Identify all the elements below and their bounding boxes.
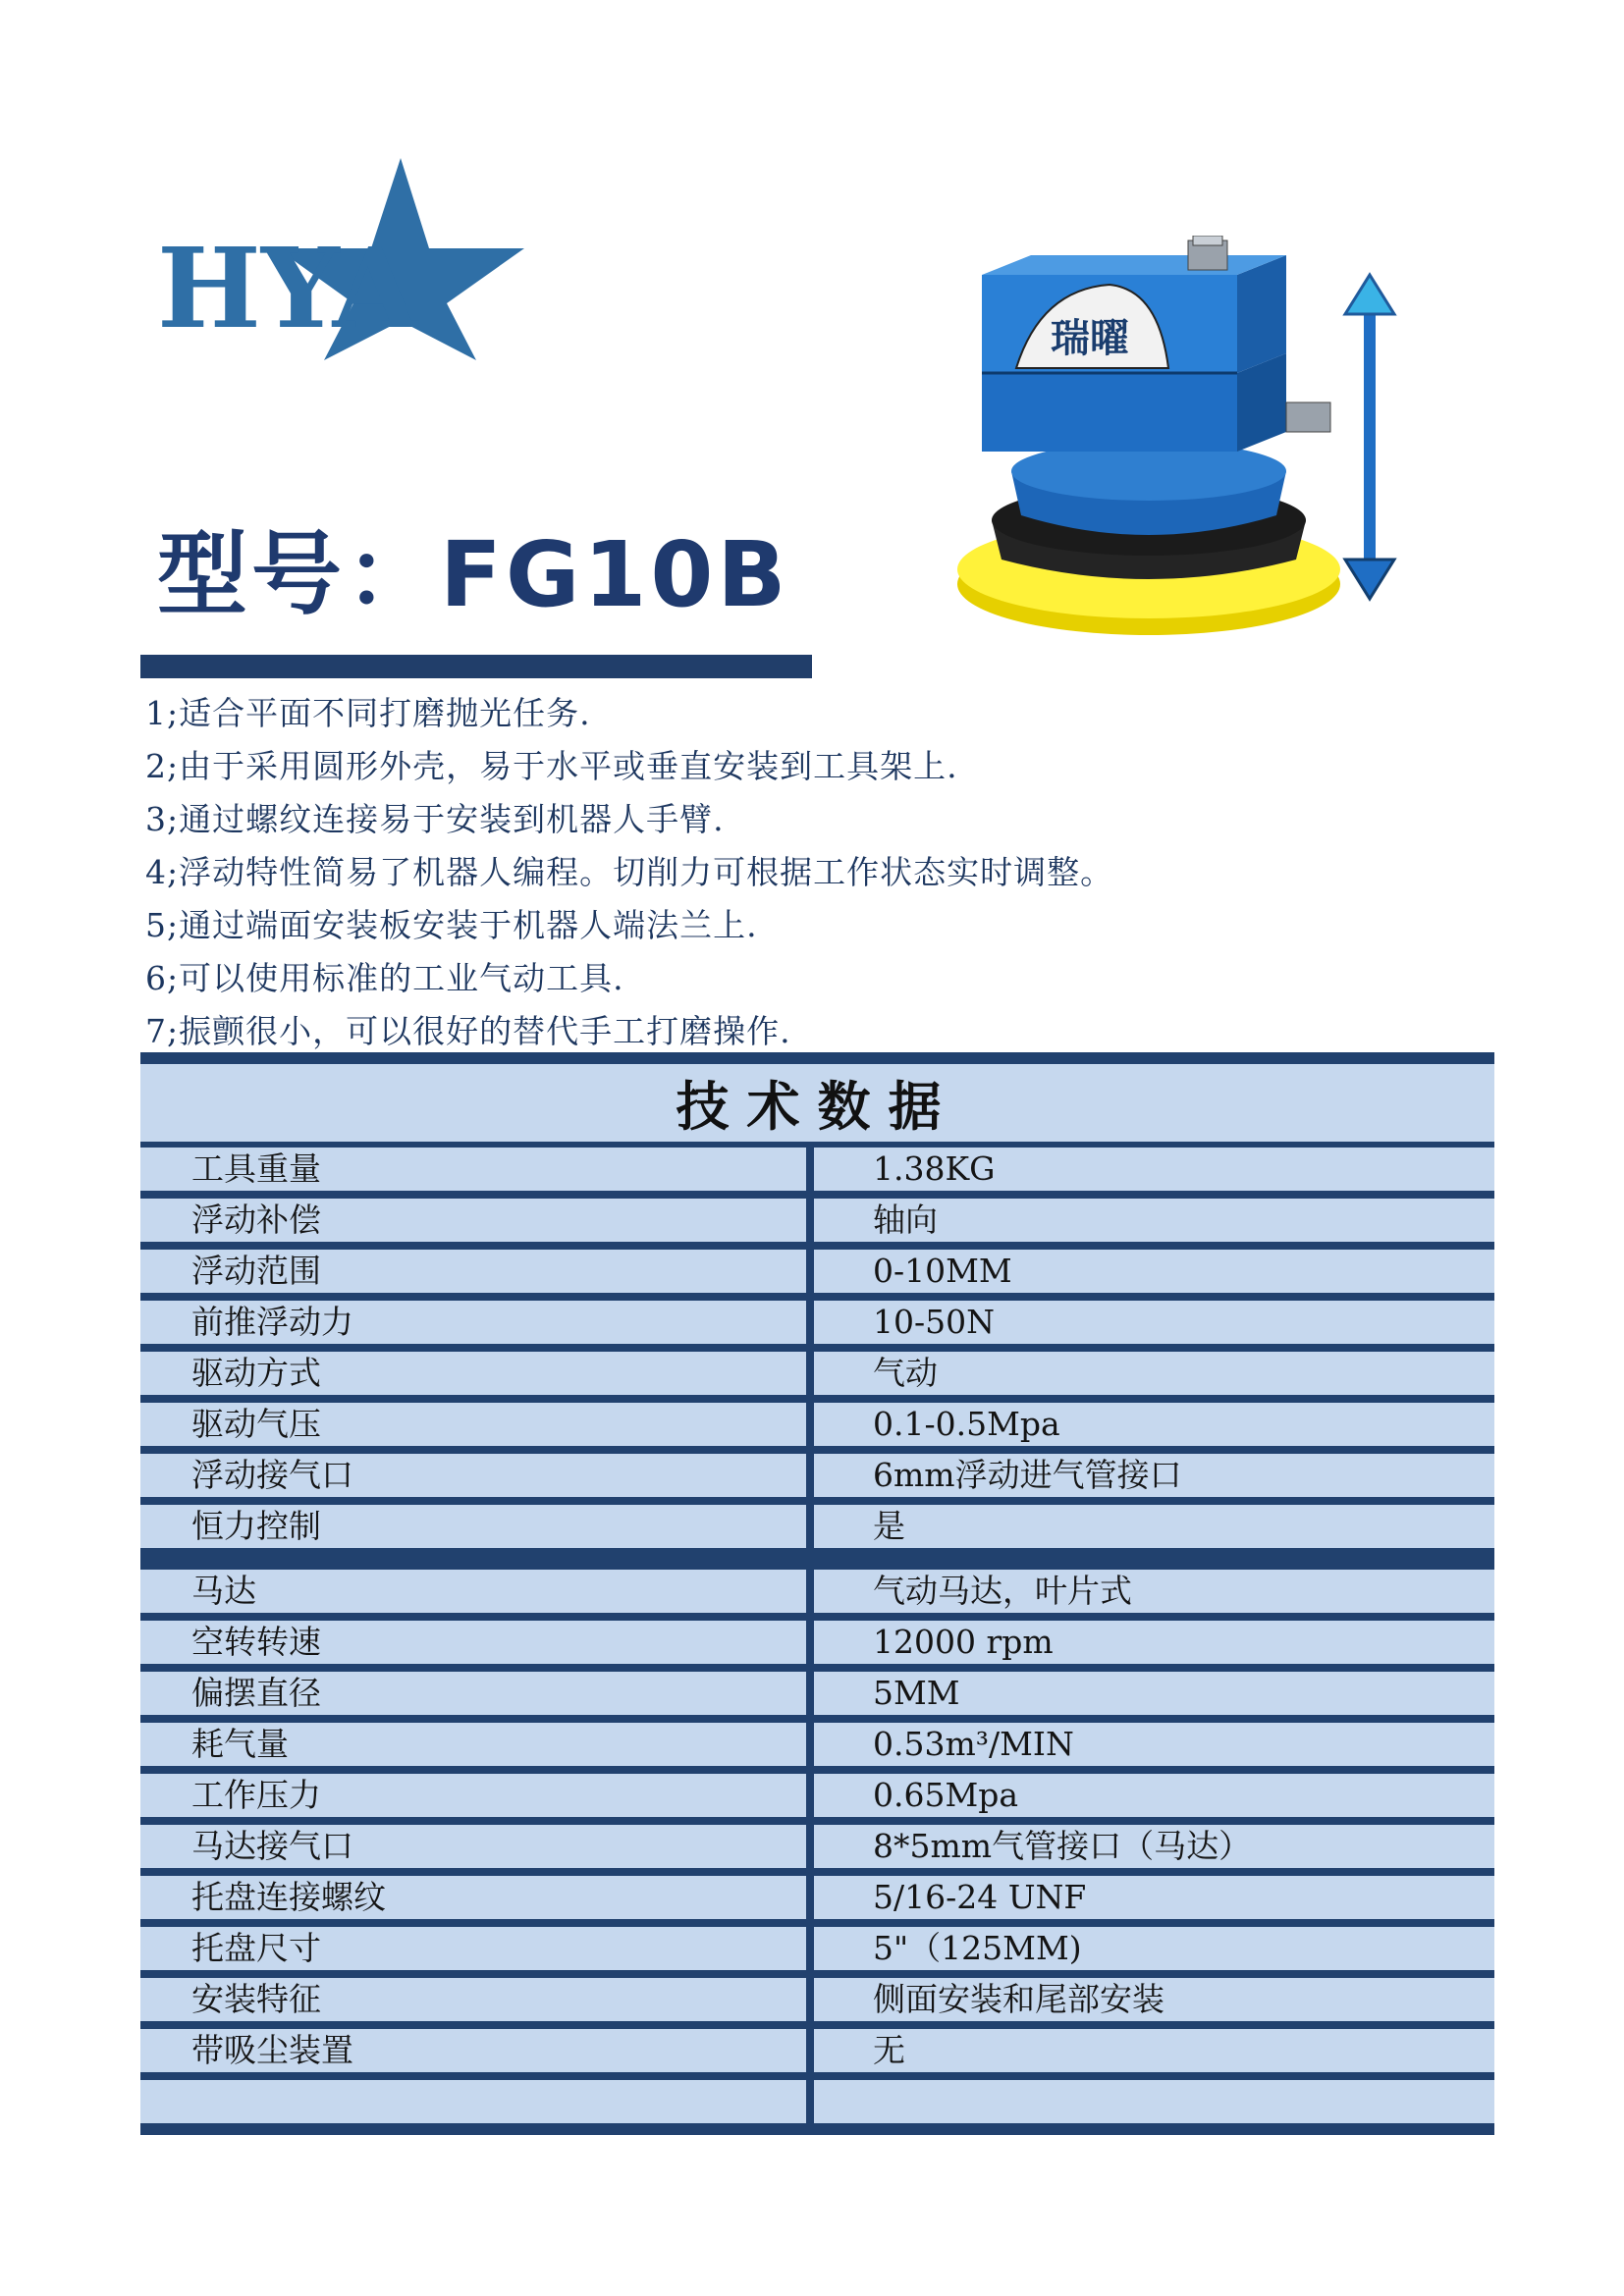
table-row — [140, 1301, 1494, 1344]
table-row — [140, 1352, 1494, 1395]
brand-logo — [157, 152, 579, 368]
spec-key: 偏摆直径 — [140, 1672, 806, 1715]
group-separator — [140, 1556, 1494, 1570]
list-item: 2;由于采用圆形外壳，易于水平或垂直安装到工具架上. — [145, 747, 958, 785]
table-row — [140, 1978, 1494, 2021]
spec-value: 轴向 — [814, 1199, 1494, 1242]
spec-key: 工作压力 — [140, 1774, 806, 1817]
spec-key: 驱动方式 — [140, 1352, 806, 1395]
spec-key: 安装特征 — [140, 1978, 806, 2021]
spec-value: 气动 — [814, 1352, 1494, 1395]
spec-value: 10-50N — [814, 1301, 1494, 1344]
table-row — [140, 1774, 1494, 1817]
logo-text: HYA — [157, 225, 418, 353]
spec-value: 6mm浮动进气管接口 — [814, 1454, 1494, 1497]
spec-value: 0-10MM — [814, 1250, 1494, 1293]
list-item: 1;适合平面不同打磨抛光任务. — [145, 694, 591, 732]
feature-list — [145, 687, 1113, 1058]
list-item: 7;振颤很小，可以很好的替代手工打磨操作. — [145, 1012, 791, 1050]
spec-key: 工具重量 — [140, 1148, 806, 1191]
spec-value: 1.38KG — [814, 1148, 1494, 1191]
table-row — [140, 1454, 1494, 1497]
spec-key: 空转转速 — [140, 1621, 806, 1664]
table-row — [140, 2029, 1494, 2072]
table-row — [140, 1825, 1494, 1868]
table-row — [140, 1148, 1494, 1191]
spec-value: 0.1-0.5Mpa — [814, 1403, 1494, 1446]
spec-key: 恒力控制 — [140, 1505, 806, 1548]
spec-value: 12000 rpm — [814, 1621, 1494, 1664]
spec-value: 5/16-24 UNF — [814, 1876, 1494, 1919]
spec-key: 驱动气压 — [140, 1403, 806, 1446]
spec-value: 侧面安装和尾部安装 — [814, 1978, 1494, 2021]
page-title: 型号：FG10B — [157, 522, 790, 627]
float-direction-arrow-icon — [1345, 275, 1394, 599]
spec-value: 无 — [814, 2029, 1494, 2072]
table-row — [140, 1876, 1494, 1919]
spec-key: 浮动接气口 — [140, 1454, 806, 1497]
title-divider — [140, 655, 812, 678]
list-item: 4;浮动特性简易了机器人编程。切削力可根据工作状态实时调整。 — [145, 853, 1114, 891]
spec-table — [140, 1052, 1494, 2135]
table-row — [140, 1672, 1494, 1715]
spec-key: 马达 — [140, 1570, 806, 1613]
spec-key: 前推浮动力 — [140, 1301, 806, 1344]
spec-heading: 技术数据 — [140, 1064, 1494, 1142]
table-row — [140, 1621, 1494, 1664]
spec-value: 0.65Mpa — [814, 1774, 1494, 1817]
spec-value — [814, 2080, 1494, 2123]
spec-value: 0.53m³/MIN — [814, 1723, 1494, 1766]
spec-value: 8*5mm气管接口（马达） — [814, 1825, 1494, 1868]
spec-value: 5"（125MM) — [814, 1927, 1494, 1970]
spec-key: 托盘连接螺纹 — [140, 1876, 806, 1919]
spec-key — [140, 2080, 806, 2123]
table-row — [140, 1403, 1494, 1446]
list-item: 3;通过螺纹连接易于安装到机器人手臂. — [145, 800, 725, 838]
spec-key: 马达接气口 — [140, 1825, 806, 1868]
list-item: 5;通过端面安装板安装于机器人端法兰上. — [145, 906, 758, 944]
table-row — [140, 1723, 1494, 1766]
spec-key: 浮动范围 — [140, 1250, 806, 1293]
spec-value: 是 — [814, 1505, 1494, 1548]
table-row — [140, 1199, 1494, 1242]
badge-text: 瑞曜 — [1051, 315, 1129, 361]
spec-value: 5MM — [814, 1672, 1494, 1715]
spec-key: 托盘尺寸 — [140, 1927, 806, 1970]
list-item: 6;可以使用标准的工业气动工具. — [145, 959, 624, 997]
table-row — [140, 1250, 1494, 1293]
table-row — [140, 1505, 1494, 1548]
product-image — [923, 236, 1404, 648]
spec-key: 浮动补偿 — [140, 1199, 806, 1242]
table-row — [140, 1570, 1494, 1613]
table-row — [140, 2080, 1494, 2123]
spec-value: 气动马达，叶片式 — [814, 1570, 1494, 1613]
spec-key: 耗气量 — [140, 1723, 806, 1766]
table-row — [140, 1927, 1494, 1970]
spec-key: 带吸尘装置 — [140, 2029, 806, 2072]
